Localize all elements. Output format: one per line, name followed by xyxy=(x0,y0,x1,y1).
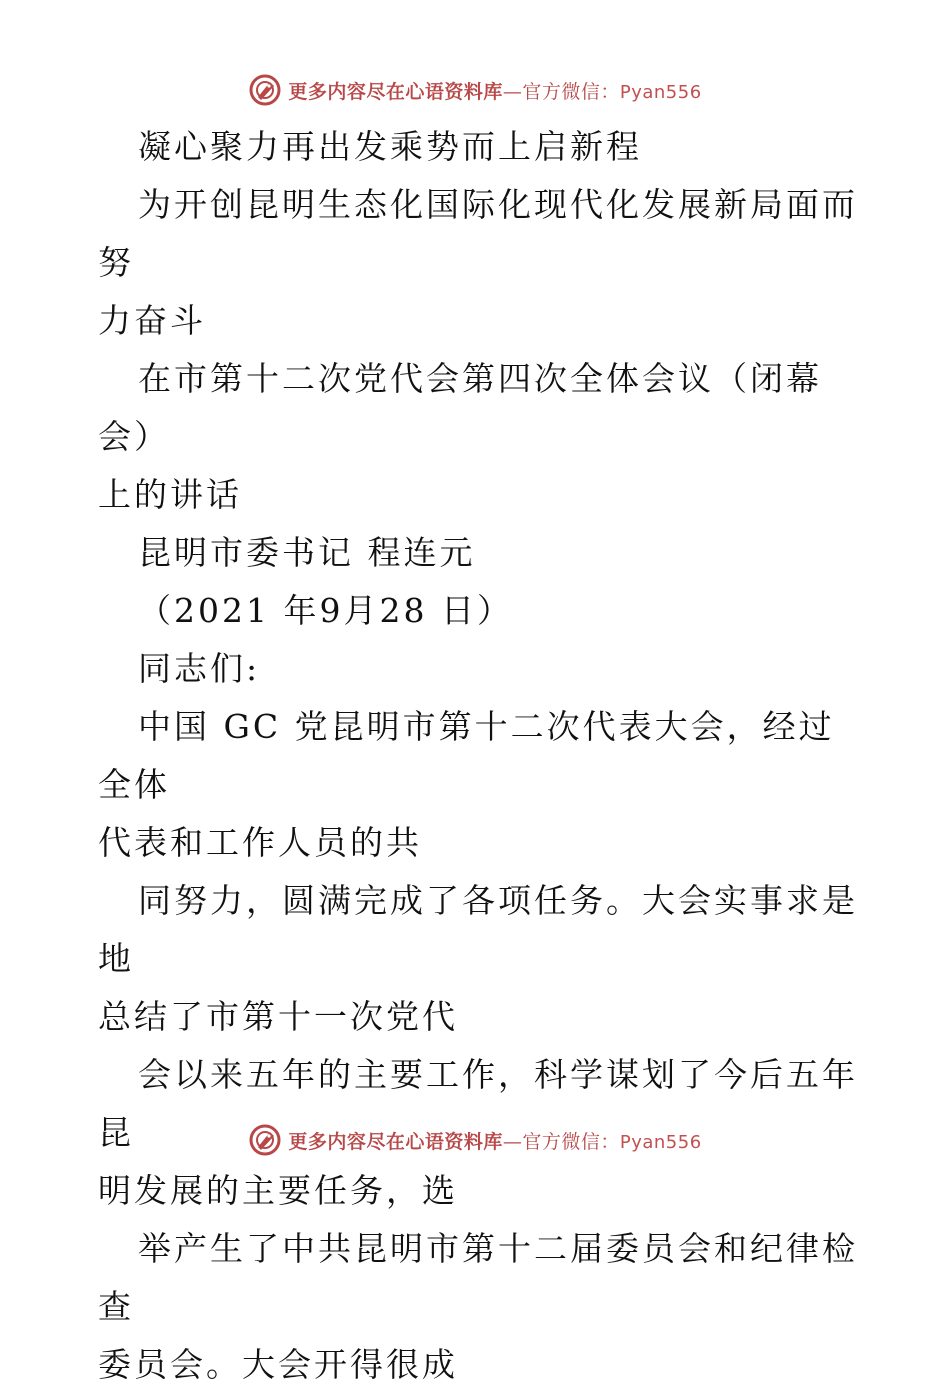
speech-date: （2021 年9月28 日） xyxy=(138,591,513,630)
document-title: 凝心聚力再出发乘势而上启新程 xyxy=(138,127,642,166)
document-subtitle-cont: 力奋斗 xyxy=(98,301,206,340)
body-line: 明发展的主要任务，选 xyxy=(98,1171,458,1210)
body-line: 委员会。大会开得很成 xyxy=(98,1345,458,1384)
pen-nib-circle-icon xyxy=(248,1123,282,1157)
watermark-text: 更多内容尽在心语资料库—官方微信：Pyan556 xyxy=(288,1130,702,1153)
watermark-text: 更多内容尽在心语资料库—官方微信：Pyan556 xyxy=(288,80,702,103)
speech-occasion-cont: 上的讲话 xyxy=(98,475,242,514)
footer-watermark xyxy=(0,1118,950,1162)
body-line: 总结了市第十一次党代 xyxy=(98,997,458,1036)
speaker-line: 昆明市委书记 程连元 xyxy=(138,533,476,572)
header-watermark xyxy=(0,68,950,112)
body-line: 会以来五年的主要工作，科学谋划了今后五年昆 xyxy=(98,1055,858,1152)
document-body xyxy=(98,118,858,1394)
speech-occasion: 在市第十二次党代会第四次全体会议（闭幕会） xyxy=(98,359,822,456)
salutation: 同志们: xyxy=(138,649,261,688)
body-line: 同努力，圆满完成了各项任务。大会实事求是地 xyxy=(98,881,858,978)
body-line: 代表和工作人员的共 xyxy=(98,823,422,862)
body-line: 中国 GC 党昆明市第十二次代表大会，经过全体 xyxy=(98,707,835,804)
body-line: 举产生了中共昆明市第十二届委员会和纪律检查 xyxy=(98,1229,858,1326)
pen-nib-circle-icon xyxy=(248,73,282,107)
document-subtitle: 为开创昆明生态化国际化现代化发展新局面而努 xyxy=(98,185,858,282)
